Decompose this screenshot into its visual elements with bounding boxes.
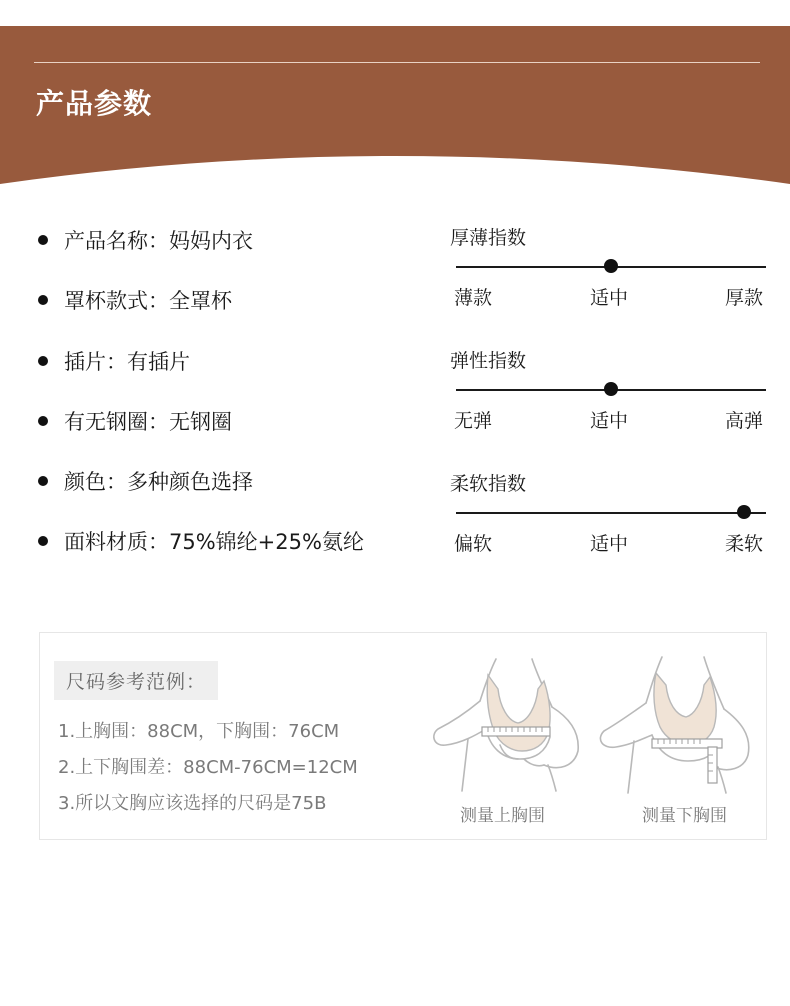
spec-text: 面料材质：75%锦纶+25%氨纶 bbox=[64, 530, 364, 554]
scale-label-low: 偏软 bbox=[454, 533, 493, 555]
under-bust-measure-illustration bbox=[596, 655, 760, 795]
spec-text: 罩杯款式：全罩杯 bbox=[64, 289, 232, 313]
scale-marker bbox=[604, 259, 618, 273]
size-guide-line: 1.上胸围：88CM，下胸围：76CM bbox=[58, 721, 340, 742]
size-guide-box bbox=[39, 632, 767, 840]
bullet-icon bbox=[38, 235, 48, 245]
spec-item bbox=[38, 222, 253, 258]
header-divider bbox=[34, 62, 760, 63]
scale-label-low: 无弹 bbox=[454, 410, 493, 432]
spec-text: 产品名称：妈妈内衣 bbox=[64, 229, 253, 253]
spec-text: 颜色：多种颜色选择 bbox=[64, 470, 253, 494]
spec-item bbox=[38, 523, 364, 559]
spec-text: 插片：有插片 bbox=[64, 350, 190, 374]
scale-title: 弹性指数 bbox=[450, 350, 527, 372]
spec-text: 有无钢圈：无钢圈 bbox=[64, 410, 232, 434]
size-guide-title: 尺码参考范例： bbox=[54, 661, 218, 700]
illustration-caption: 测量下胸围 bbox=[642, 806, 727, 826]
scale-title: 柔软指数 bbox=[450, 473, 527, 495]
scale-label-mid: 适中 bbox=[590, 533, 629, 555]
bullet-icon bbox=[38, 295, 48, 305]
scale-title: 厚薄指数 bbox=[450, 227, 527, 249]
scale-label-mid: 适中 bbox=[590, 410, 629, 432]
bullet-icon bbox=[38, 536, 48, 546]
spec-item bbox=[38, 463, 253, 499]
spec-item bbox=[38, 282, 232, 318]
spec-item bbox=[38, 343, 190, 379]
size-guide-line: 2.上下胸围差：88CM-76CM=12CM bbox=[58, 757, 358, 778]
scale-track bbox=[456, 512, 766, 514]
scale-label-high: 柔软 bbox=[725, 533, 764, 555]
bullet-icon bbox=[38, 476, 48, 486]
header-banner bbox=[0, 0, 790, 200]
spec-item bbox=[38, 403, 232, 439]
scale-label-high: 高弹 bbox=[725, 410, 764, 432]
size-guide-line: 3.所以文胸应该选择的尺码是75B bbox=[58, 793, 327, 814]
scale-label-mid: 适中 bbox=[590, 287, 629, 309]
scale-marker bbox=[604, 382, 618, 396]
scale-marker bbox=[737, 505, 751, 519]
bullet-icon bbox=[38, 356, 48, 366]
scale-label-high: 厚款 bbox=[725, 287, 764, 309]
bullet-icon bbox=[38, 416, 48, 426]
page-title: 产品参数 bbox=[36, 87, 153, 120]
scale-label-low: 薄款 bbox=[454, 287, 493, 309]
upper-bust-measure-illustration bbox=[428, 655, 588, 795]
illustration-caption: 测量上胸围 bbox=[460, 806, 545, 826]
